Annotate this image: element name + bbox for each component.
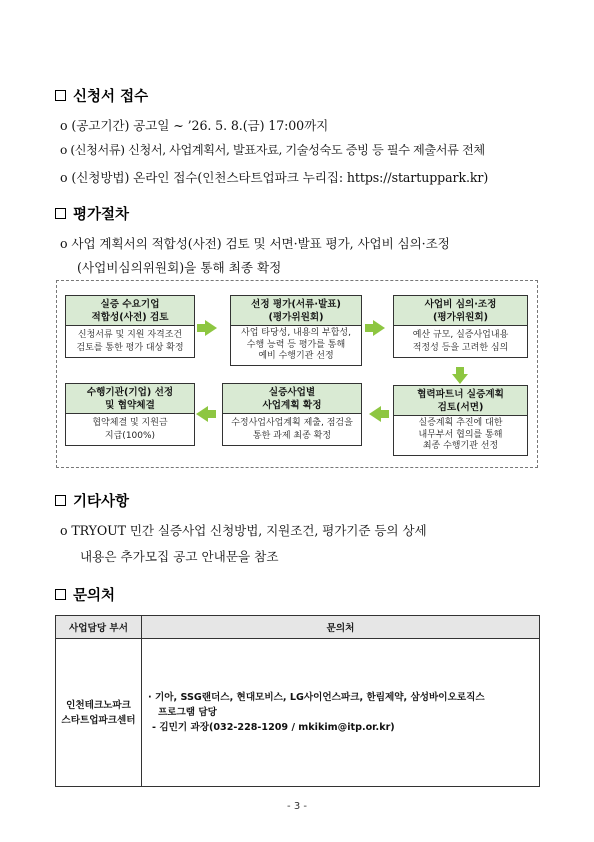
- table-cell-contact: [142, 639, 540, 787]
- flow-step-title: 실증 수요기업: [100, 299, 160, 310]
- checkbox-square-icon: [55, 208, 66, 219]
- section-title: 신청서 접수: [73, 89, 149, 105]
- flow-step-title: 선정 평가(서류·발표): [251, 299, 341, 310]
- list-item: o (신청서류) 신청서, 사업계획서, 발표자료, 기술성숙도 증빙 등 필수 제출서류 전체: [60, 143, 485, 157]
- list-item-continuation: 내용은 추가모집 공고 안내문을 참조: [80, 549, 279, 564]
- flow-step-text: 검토를 통한 평가 대상 확정: [76, 342, 184, 353]
- contact-detail-text: 프로그램 담당: [158, 707, 217, 718]
- flow-step-text: 수정사업사업계획 제출, 점검을: [231, 418, 353, 428]
- flow-step-6: [65, 383, 195, 446]
- flow-step-subtitle: 및 협약체결: [105, 400, 155, 411]
- contact-detail-text: · 기아, SSG랜더스, 현대모비스, LG사이언스파크, 한림제약, 삼성바이오로직스: [148, 692, 485, 703]
- arrow-down-icon: [452, 374, 468, 384]
- flow-step-text: 수행 능력 등 평가를 통해: [246, 339, 346, 350]
- section-title: 문의처: [73, 588, 116, 604]
- arrow-right-icon: [205, 320, 217, 336]
- flow-step-title: 협력파트너 실증계획: [417, 389, 504, 400]
- flow-step-text: 적정성 등을 고려한 심의: [412, 342, 509, 353]
- list-item-continuation: (사업비심의위원회)을 통해 최종 확정: [77, 260, 282, 275]
- flow-step-title: 수행기관(기업) 선정: [86, 387, 174, 398]
- flow-step-text: 최종 수행기관 선정: [422, 441, 499, 451]
- table-cell-department: [56, 639, 142, 787]
- section-title: 평가절차: [73, 207, 130, 223]
- flow-step-text: 실증계획 추진에 대한: [418, 418, 503, 428]
- department-name: 인천테크노파크: [66, 699, 131, 711]
- checkbox-square-icon: [55, 589, 66, 600]
- flow-step-subtitle: 사업계획 확정: [262, 400, 322, 411]
- flow-step-text: 사업 타당성, 내용의 부합성,: [241, 328, 351, 338]
- section-evaluation-heading: [55, 203, 129, 224]
- flow-step-subtitle: 검토(서면): [437, 402, 484, 413]
- arrow-left-icon: [196, 406, 208, 422]
- list-item: o (신청방법) 온라인 접수(인천스타트업파크 누리집: https://startuppark.kr): [60, 170, 489, 185]
- flow-step-1: [65, 295, 195, 358]
- section-application-heading: [55, 85, 148, 106]
- checkbox-square-icon: [55, 495, 66, 506]
- table-header: 사업담당 부서: [56, 616, 142, 639]
- flow-step-subtitle: 적합성(사전) 검토: [91, 312, 169, 323]
- arrow-right-icon: [373, 320, 385, 336]
- section-contact-heading: [55, 584, 115, 605]
- flow-step-subtitle: (평가위원회): [432, 312, 489, 323]
- flow-step-title: 사업비 심의·조정: [424, 299, 497, 310]
- list-item: o TRYOUT 민간 실증사업 신청방법, 지원조건, 평가기준 등의 상세: [60, 523, 427, 538]
- flow-step-title: 실증사업별: [268, 387, 316, 398]
- flow-step-5: [222, 383, 362, 446]
- contact-table: [55, 615, 540, 787]
- flow-step-text: 통한 과제 최종 확정: [252, 430, 332, 441]
- section-etc-heading: [55, 490, 129, 511]
- section-title: 기타사항: [73, 494, 130, 510]
- page-number: - 3 -: [287, 801, 307, 812]
- flow-step-3: [393, 295, 528, 358]
- flow-step-2: [230, 295, 362, 366]
- flow-step-subtitle: (평가위원회): [268, 312, 324, 323]
- list-item: o (공고기간) 공고일 ~ ’26. 5. 8.(금) 17:00까지: [60, 118, 329, 133]
- flow-step-text: 협약체결 및 지원금: [92, 418, 168, 428]
- flow-step-text: 예비 수행기관 선정: [258, 351, 334, 361]
- table-header: 문의처: [142, 616, 540, 639]
- flow-step-text: 지급(100%): [104, 430, 156, 441]
- department-name: 스타트업파크센터: [61, 714, 136, 726]
- contact-person-text: - 김민기 과장(032-228-1209 / mkikim@itp.or.kr): [152, 722, 395, 733]
- arrow-left-icon: [369, 406, 381, 422]
- flow-step-text: 신청서류 및 지원 자격조건: [77, 330, 183, 340]
- flow-step-text: 예산 규모, 실증사업내용: [412, 330, 509, 340]
- flow-step-text: 내무부서 협의를 통해: [418, 429, 503, 440]
- checkbox-square-icon: [55, 90, 66, 101]
- list-item: o 사업 계획서의 적합성(사전) 검토 및 서면·발표 평가, 사업비 심의·조정: [60, 236, 450, 251]
- flow-step-4: [393, 385, 528, 456]
